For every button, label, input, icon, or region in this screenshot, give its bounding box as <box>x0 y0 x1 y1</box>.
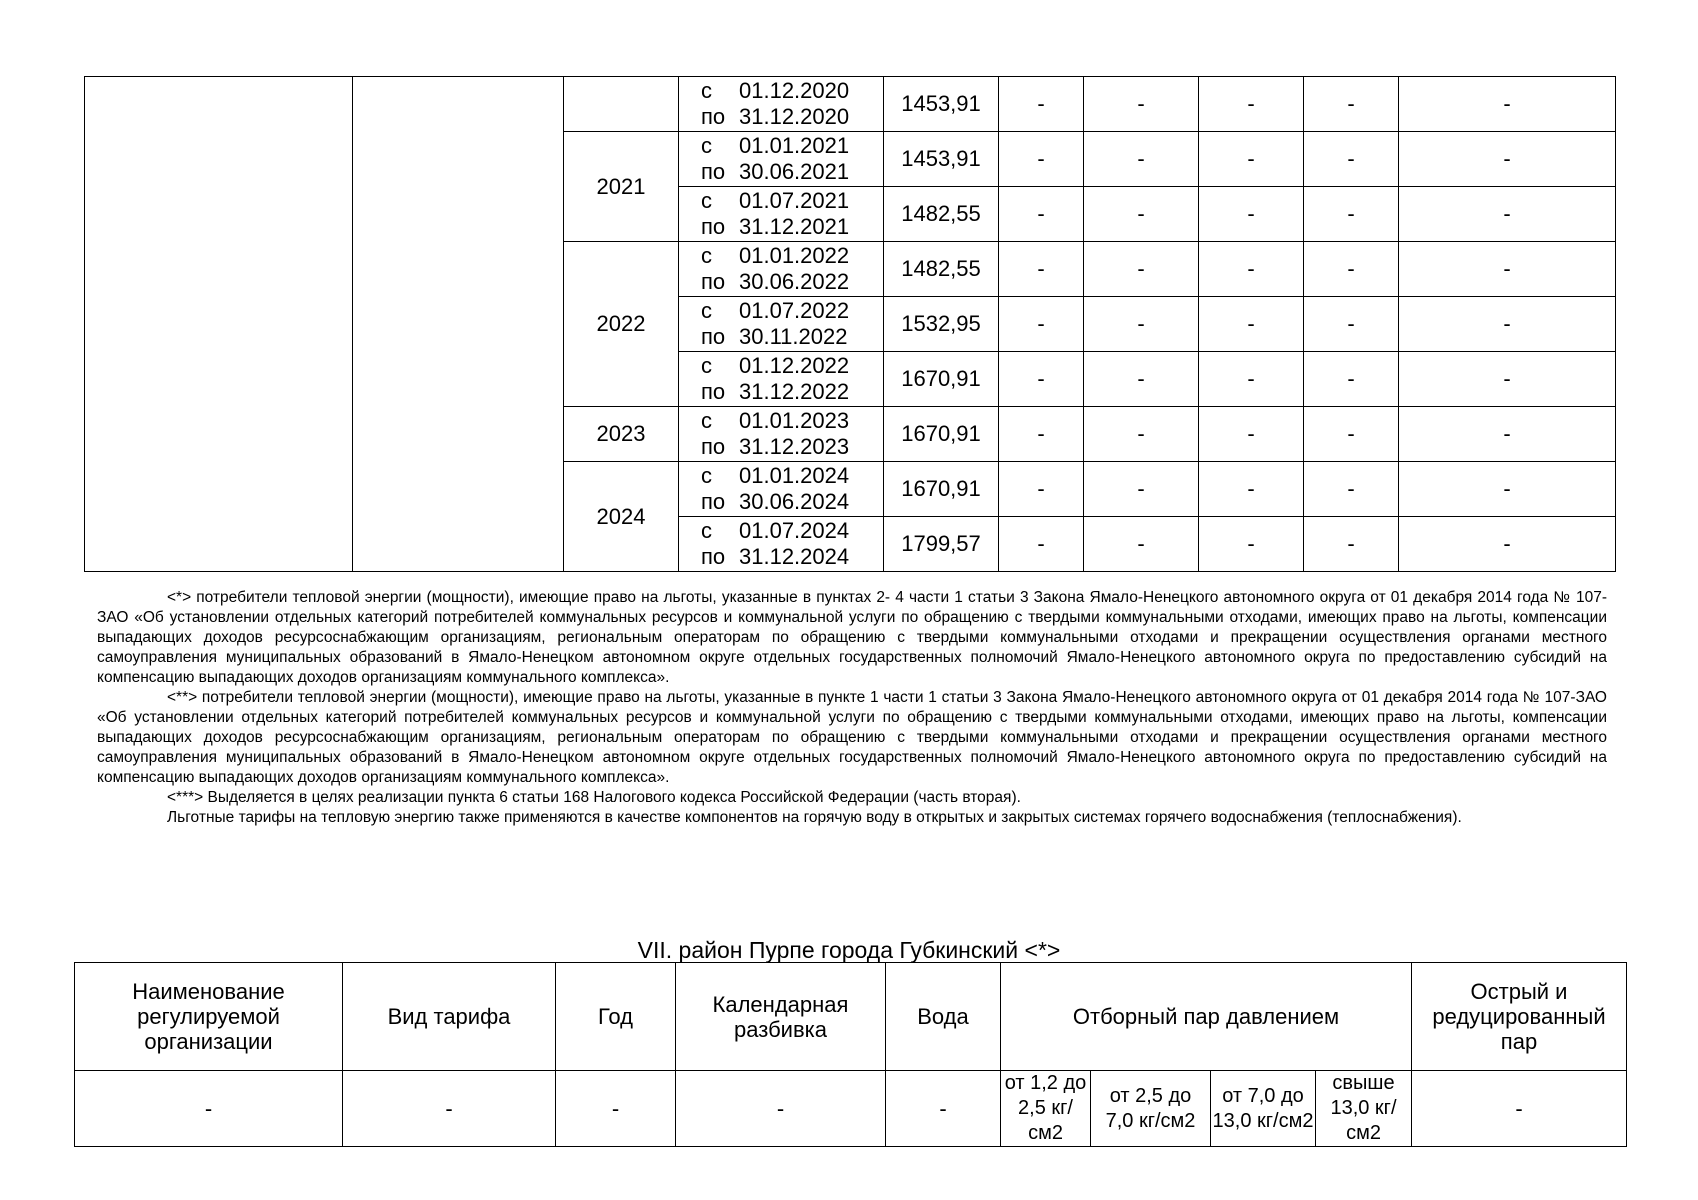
from-date: 01.01.2023 <box>739 408 850 433</box>
to-label: по <box>701 159 726 184</box>
empty-tariff-cell: - <box>1084 462 1199 517</box>
empty-tariff-cell: - <box>1199 187 1304 242</box>
calendar-period <box>679 132 884 187</box>
calendar-period <box>679 462 884 517</box>
tariff-type-cell <box>353 77 564 572</box>
header-water: Вода <box>886 963 1001 1071</box>
empty-tariff-cell: - <box>1304 297 1399 352</box>
empty-tariff-cell: - <box>1399 77 1616 132</box>
section-vii-table <box>74 962 1627 1147</box>
empty-tariff-cell: - <box>1199 407 1304 462</box>
section-title: VII. район Пурпе города Губкинский <*> <box>637 937 1061 963</box>
from-label: с <box>701 133 712 158</box>
empty-tariff-cell: - <box>1199 462 1304 517</box>
to-label: по <box>701 324 726 349</box>
empty-tariff-cell: - <box>999 242 1084 297</box>
to-date: 30.06.2022 <box>739 269 850 294</box>
from-label: с <box>701 188 712 213</box>
water-tariff-value: 1532,95 <box>884 297 999 352</box>
empty-tariff-cell: - <box>1304 77 1399 132</box>
empty-tariff-cell: - <box>1304 462 1399 517</box>
pressure-range-1: от 1,2 до 2,5 кг/см2 <box>1001 1071 1091 1147</box>
year-cell: 2022 <box>564 242 679 407</box>
calendar-period <box>679 407 884 462</box>
empty-tariff-cell: - <box>1084 352 1199 407</box>
from-label: с <box>701 408 712 433</box>
empty-tariff-cell: - <box>1084 187 1199 242</box>
from-date: 01.01.2024 <box>739 463 850 488</box>
cell-water: - <box>886 1071 1001 1147</box>
calendar-period <box>679 297 884 352</box>
empty-tariff-cell: - <box>1399 407 1616 462</box>
footnote-2: <**> потребители тепловой энергии (мощности), имеющие право на льготы, указанные в пункте 1 части 1 статьи 3 Закона Ямало-Ненецкого автономного округа от 01 декабря 2014 года № 107-ЗАО «Об установлении отдельных категорий потребителей коммунальных ресурсов и коммунальной услуги по обращению с твердыми коммунальными отходами, имеющих право на льготы, компенсации выпадающих доходов ресурсоснабжающим организациям, региональным операторам по обращению с твердыми коммунальными отходами и прекращении осуществления органами местного самоуправления муниципальных образований в Ямало-Ненецком автономном округе отдельных государственных полномочий Ямало-Ненецкого автономного округа по предоставлению субсидий на компенсацию выпадающих доходов организациям коммунального комплекса». <box>97 689 1607 786</box>
from-date: 01.12.2020 <box>739 78 850 103</box>
empty-tariff-cell: - <box>1199 132 1304 187</box>
year-cell <box>564 77 679 132</box>
to-label: по <box>701 434 726 459</box>
header-sharp-steam: Острый и редуцированный пар <box>1412 963 1627 1071</box>
water-tariff-value: 1482,55 <box>884 242 999 297</box>
empty-tariff-cell: - <box>1084 297 1199 352</box>
water-tariff-value: 1482,55 <box>884 187 999 242</box>
empty-tariff-cell: - <box>1304 407 1399 462</box>
from-date: 01.07.2024 <box>739 518 850 543</box>
empty-tariff-cell: - <box>999 297 1084 352</box>
empty-tariff-cell: - <box>999 462 1084 517</box>
year-cell: 2024 <box>564 462 679 572</box>
to-date: 31.12.2023 <box>739 434 850 459</box>
empty-tariff-cell: - <box>1084 242 1199 297</box>
calendar-period <box>679 517 884 572</box>
tariff-table-body <box>85 77 1616 572</box>
from-date: 01.07.2022 <box>739 298 850 323</box>
empty-tariff-cell: - <box>999 407 1084 462</box>
tariff-table-continuation <box>84 76 1616 572</box>
to-date: 31.12.2020 <box>739 104 850 129</box>
empty-tariff-cell: - <box>1084 77 1199 132</box>
empty-tariff-cell: - <box>999 77 1084 132</box>
calendar-period <box>679 77 884 132</box>
footnotes <box>97 588 1607 828</box>
to-label: по <box>701 104 726 129</box>
pressure-range-4: свыше 13,0 кг/см2 <box>1316 1071 1412 1147</box>
empty-tariff-cell: - <box>1304 187 1399 242</box>
empty-tariff-cell: - <box>1399 462 1616 517</box>
pressure-range-2: от 2,5 до 7,0 кг/см2 <box>1091 1071 1211 1147</box>
to-date: 30.06.2024 <box>739 489 850 514</box>
to-date: 31.12.2022 <box>739 379 850 404</box>
calendar-period <box>679 187 884 242</box>
from-label: с <box>701 298 712 323</box>
header-calendar: Календарная разбивка <box>676 963 886 1071</box>
empty-tariff-cell: - <box>1084 517 1199 572</box>
to-label: по <box>701 214 726 239</box>
tariff-row <box>85 77 1616 132</box>
empty-tariff-cell: - <box>1199 517 1304 572</box>
to-date: 30.06.2021 <box>739 159 850 184</box>
empty-tariff-cell: - <box>1199 297 1304 352</box>
year-cell: 2023 <box>564 407 679 462</box>
to-date: 31.12.2024 <box>739 544 850 569</box>
from-date: 01.07.2021 <box>739 188 850 213</box>
empty-tariff-cell: - <box>1199 242 1304 297</box>
empty-tariff-cell: - <box>999 187 1084 242</box>
empty-tariff-cell: - <box>1304 517 1399 572</box>
header-steam: Отборный пар давлением <box>1001 963 1412 1071</box>
empty-tariff-cell: - <box>1399 352 1616 407</box>
empty-tariff-cell: - <box>1199 352 1304 407</box>
water-tariff-value: 1670,91 <box>884 407 999 462</box>
year-cell: 2021 <box>564 132 679 242</box>
empty-tariff-cell: - <box>1304 132 1399 187</box>
empty-tariff-cell: - <box>1399 187 1616 242</box>
empty-tariff-cell: - <box>999 517 1084 572</box>
water-tariff-value: 1670,91 <box>884 462 999 517</box>
water-tariff-value: 1453,91 <box>884 132 999 187</box>
empty-tariff-cell: - <box>1304 242 1399 297</box>
to-label: по <box>701 544 726 569</box>
calendar-period <box>679 242 884 297</box>
empty-tariff-cell: - <box>999 132 1084 187</box>
from-label: с <box>701 78 712 103</box>
from-label: с <box>701 463 712 488</box>
header-year: Год <box>556 963 676 1071</box>
from-label: с <box>701 518 712 543</box>
from-label: с <box>701 243 712 268</box>
cell-sharp-steam: - <box>1412 1071 1627 1147</box>
cell-calendar: - <box>676 1071 886 1147</box>
footnote-4: Льготные тарифы на тепловую энергию также применяются в качестве компонентов на горячую воду в открытых и закрытых системах горячего водоснабжения (теплоснабжения). <box>167 809 1462 826</box>
calendar-period <box>679 352 884 407</box>
cell-year: - <box>556 1071 676 1147</box>
to-date: 30.11.2022 <box>739 324 848 349</box>
empty-tariff-cell: - <box>1304 352 1399 407</box>
empty-tariff-cell: - <box>1084 132 1199 187</box>
empty-tariff-cell: - <box>1399 242 1616 297</box>
water-tariff-value: 1799,57 <box>884 517 999 572</box>
to-label: по <box>701 269 726 294</box>
cell-org: - <box>75 1071 343 1147</box>
empty-tariff-cell: - <box>1399 132 1616 187</box>
header-org: Наименование регулируемой организации <box>75 963 343 1071</box>
from-date: 01.12.2022 <box>739 353 850 378</box>
empty-tariff-cell: - <box>999 352 1084 407</box>
water-tariff-value: 1453,91 <box>884 77 999 132</box>
from-date: 01.01.2022 <box>739 243 850 268</box>
empty-tariff-cell: - <box>1199 77 1304 132</box>
to-label: по <box>701 379 726 404</box>
empty-tariff-cell: - <box>1399 517 1616 572</box>
to-date: 31.12.2021 <box>739 214 850 239</box>
to-label: по <box>701 489 726 514</box>
empty-tariff-cell: - <box>1084 407 1199 462</box>
header-tariff-type: Вид тарифа <box>343 963 556 1071</box>
from-date: 01.01.2021 <box>739 133 850 158</box>
footnote-3: <***> Выделяется в целях реализации пункта 6 статьи 168 Налогового кодекса Российской Федерации (часть вторая). <box>167 789 1021 806</box>
org-name-cell <box>85 77 353 572</box>
cell-tariff-type: - <box>343 1071 556 1147</box>
footnote-1: <*> потребители тепловой энергии (мощности), имеющие право на льготы, указанные в пунктах 2- 4 части 1 статьи 3 Закона Ямало-Ненецкого автономного округа от 01 декабря 2014 года № 107-ЗАО «Об установлении отдельных категорий потребителей коммунальных ресурсов и коммунальной услуги по обращению с твердыми коммунальными отходами, имеющих право на льготы, компенсации выпадающих доходов ресурсоснабжающим организациям, региональным операторам по обращению с твердыми коммунальными отходами и прекращении осуществления органами местного самоуправления муниципальных образований в Ямало-Ненецком автономном округе отдельных государственных полномочий Ямало-Ненецкого автономного округа по предоставлению субсидий на компенсацию выпадающих доходов организациям коммунального комплекса». <box>97 589 1607 686</box>
from-label: с <box>701 353 712 378</box>
empty-tariff-cell: - <box>1399 297 1616 352</box>
pressure-range-3: от 7,0 до 13,0 кг/см2 <box>1211 1071 1316 1147</box>
water-tariff-value: 1670,91 <box>884 352 999 407</box>
